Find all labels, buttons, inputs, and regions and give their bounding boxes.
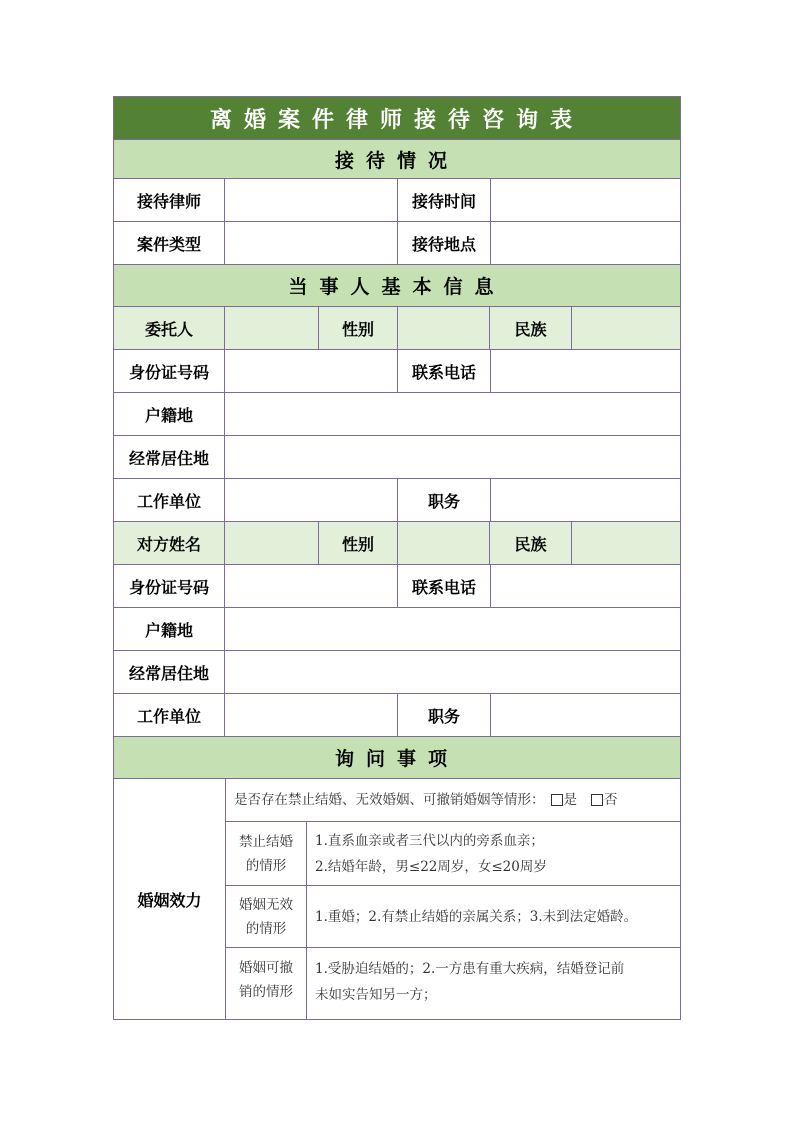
section-inquiry: 询问事项 xyxy=(114,737,680,778)
opponent-position-label: 职务 xyxy=(427,706,460,726)
client-gender-label: 性别 xyxy=(319,307,397,349)
client-position-field[interactable] xyxy=(491,479,680,521)
client-residence-label: 经常居住地 xyxy=(128,448,209,468)
client-id-label: 身份证号码 xyxy=(128,362,209,382)
opponent-residence-field[interactable] xyxy=(225,651,680,693)
client-ethnicity-field[interactable] xyxy=(572,307,680,349)
client-position-label: 职务 xyxy=(427,491,460,511)
client-hukou-field[interactable] xyxy=(225,393,680,435)
client-residence-field[interactable] xyxy=(225,436,680,478)
prohibited-content xyxy=(307,822,680,885)
client-employer-label: 工作单位 xyxy=(136,491,201,511)
void-content xyxy=(307,886,680,947)
no-label: 否 xyxy=(604,792,618,808)
client-employer-field[interactable] xyxy=(225,479,397,521)
client-id-field[interactable] xyxy=(225,350,397,392)
opponent-gender-label: 性别 xyxy=(319,522,397,564)
void-label-line2: 的情形 xyxy=(245,920,287,937)
opponent-phone-field[interactable] xyxy=(491,565,680,607)
case-type-label: 案件类型 xyxy=(136,234,201,254)
opponent-residence-label: 经常居住地 xyxy=(128,663,209,683)
opponent-ethnicity-label: 民族 xyxy=(490,522,571,564)
consultation-form xyxy=(113,96,681,1020)
opponent-name-field[interactable] xyxy=(225,522,318,564)
voidable-content xyxy=(307,948,680,1019)
lawyer-field[interactable] xyxy=(225,179,397,221)
client-name-field[interactable] xyxy=(225,307,318,349)
opponent-id-field[interactable] xyxy=(225,565,397,607)
validity-question-row xyxy=(226,779,680,821)
prohibited-item-2: 2.结婚年龄，男≤22周岁，女≤20周岁 xyxy=(315,858,547,875)
client-hukou-label: 户籍地 xyxy=(144,405,193,425)
form-title: 离婚案件律师接待咨询表 xyxy=(114,97,680,139)
time-field[interactable] xyxy=(491,179,680,221)
opponent-position-field[interactable] xyxy=(491,694,680,736)
opponent-gender-field[interactable] xyxy=(398,522,489,564)
opponent-hukou-label: 户籍地 xyxy=(144,620,193,640)
lawyer-label: 接待律师 xyxy=(136,191,201,211)
validity-question: 是否存在禁止结婚、无效婚姻、可撤销婚姻等情形： xyxy=(234,792,545,808)
place-label: 接待地点 xyxy=(411,234,476,254)
void-text: 1.重婚；2.有禁止结婚的亲属关系；3.未到法定婚龄。 xyxy=(315,908,638,925)
prohibited-item-1: 1.直系血亲或者三代以内的旁系血亲； xyxy=(315,832,544,849)
place-field[interactable] xyxy=(491,222,680,264)
prohibited-label-line2: 的情形 xyxy=(245,857,287,874)
opponent-id-label: 身份证号码 xyxy=(128,577,209,597)
client-ethnicity-label: 民族 xyxy=(490,307,571,349)
section-reception: 接待情况 xyxy=(114,140,680,178)
voidable-label-line2: 销的情形 xyxy=(239,984,293,1000)
validity-label: 婚姻效力 xyxy=(137,890,202,910)
voidable-label xyxy=(226,948,306,1019)
case-type-field[interactable] xyxy=(225,222,397,264)
yes-label: 是 xyxy=(563,792,577,808)
no-checkbox[interactable] xyxy=(591,794,603,806)
client-phone-field[interactable] xyxy=(491,350,680,392)
opponent-hukou-field[interactable] xyxy=(225,608,680,650)
section-party: 当事人基本信息 xyxy=(114,265,680,306)
void-label xyxy=(226,886,306,947)
void-label-line1: 婚姻无效 xyxy=(239,896,293,913)
time-label: 接待时间 xyxy=(411,191,476,211)
opponent-employer-label: 工作单位 xyxy=(136,706,201,726)
voidable-label-line1: 婚姻可撤 xyxy=(239,960,293,976)
voidable-item-2: 未如实告知另一方； xyxy=(315,987,437,1003)
opponent-employer-field[interactable] xyxy=(225,694,397,736)
opponent-ethnicity-field[interactable] xyxy=(572,522,680,564)
opponent-phone-label: 联系电话 xyxy=(411,577,476,597)
prohibited-label-line1: 禁止结婚 xyxy=(239,833,293,850)
client-phone-label: 联系电话 xyxy=(411,362,476,382)
opponent-name-label: 对方姓名 xyxy=(114,522,224,564)
yes-checkbox[interactable] xyxy=(551,794,563,806)
client-gender-field[interactable] xyxy=(398,307,489,349)
client-name-label: 委托人 xyxy=(114,307,224,349)
prohibited-label xyxy=(226,822,306,885)
voidable-item-1: 1.受胁迫结婚的；2.一方患有重大疾病，结婚登记前 xyxy=(315,961,625,977)
